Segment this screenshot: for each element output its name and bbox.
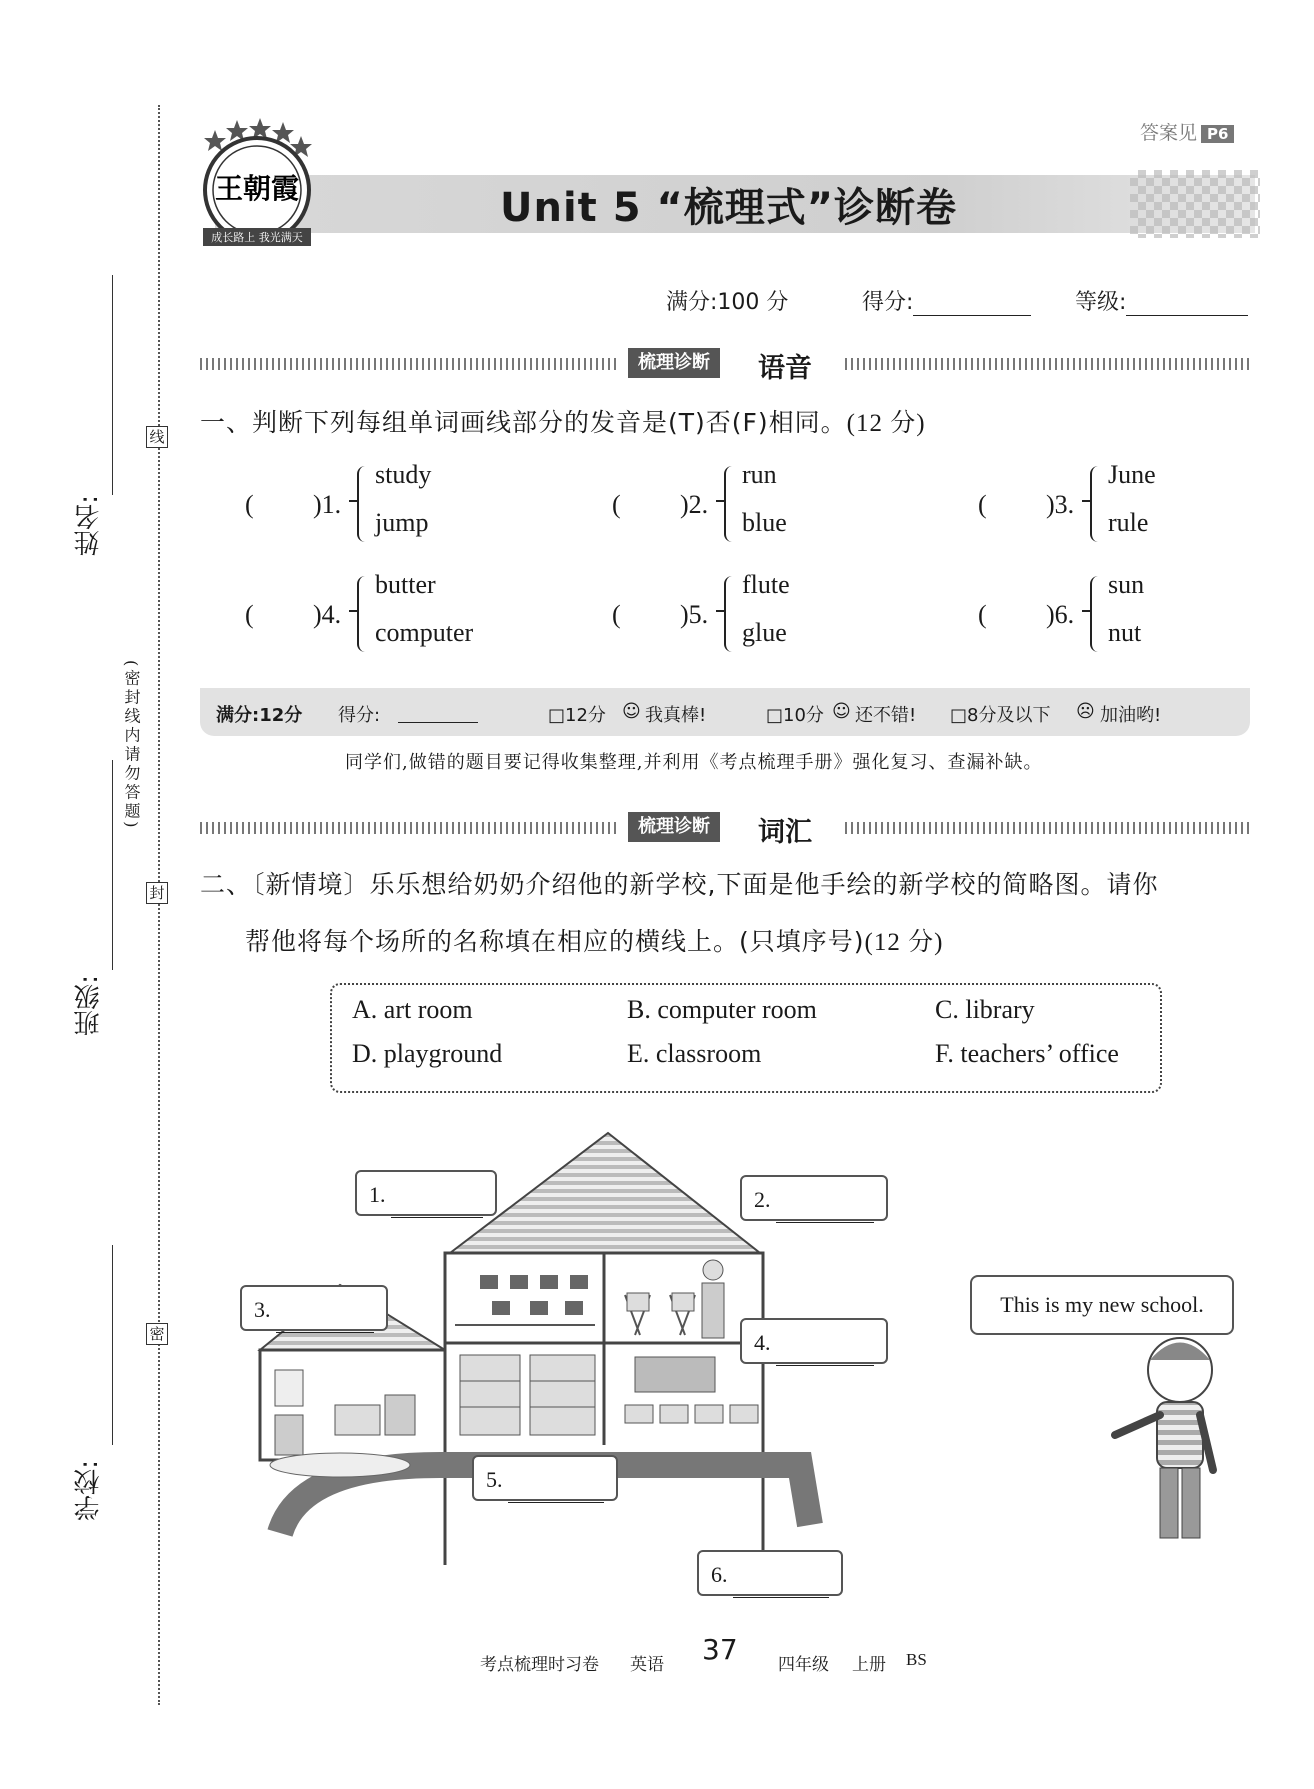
callout-1[interactable]: 1. xyxy=(355,1170,497,1216)
mark-mi: 密 xyxy=(146,1323,168,1345)
svg-text:王朝霞: 王朝霞 xyxy=(214,172,300,205)
callout-6[interactable]: 6. xyxy=(697,1550,843,1596)
name-label: 姓名: xyxy=(74,495,104,556)
callout-3[interactable]: 3. xyxy=(240,1285,388,1331)
school-label: 学校: xyxy=(74,1460,104,1521)
options-box xyxy=(330,983,1162,1093)
full-score: 满分:100 分 xyxy=(666,290,789,315)
option: D. playground xyxy=(352,1039,503,1068)
mark-feng: 封 xyxy=(146,882,168,904)
q2-heading-line2: 帮他将每个场所的名称填在相应的横线上。(只填序号)(12 分) xyxy=(245,927,944,956)
score-strip: 满分:12分 得分: □12分 ☺ 我真棒! □10分 ☺ 还不错! □8分及以下 ☹ 加油哟! xyxy=(200,688,1250,736)
score-field: 得分: xyxy=(862,285,1031,316)
footer-grade: 四年级 xyxy=(778,1655,829,1675)
footer-volume: 上册 xyxy=(852,1655,886,1675)
callout-2[interactable]: 2. xyxy=(740,1175,888,1221)
q1-item: ( )5. flute glue xyxy=(612,570,912,660)
binding-dotted-line xyxy=(158,105,160,1705)
name-rule xyxy=(112,275,113,495)
class-label: 班级: xyxy=(74,975,104,1036)
option: F. teachers’ office xyxy=(935,1039,1119,1068)
smile-icon: ☺ xyxy=(832,701,851,722)
page-title: Unit 5 “梳理式”诊断卷 xyxy=(500,185,958,231)
svg-text:成长路上 我光满天: 成长路上 我光满天 xyxy=(211,231,303,244)
section-phonics-bar xyxy=(200,348,1250,384)
smile-icon: ☺ xyxy=(622,701,641,722)
option: E. classroom xyxy=(627,1039,762,1068)
review-note: 同学们,做错的题目要记得收集整理,并利用《考点梳理手册》强化复习、查漏补缺。 xyxy=(345,752,1043,773)
section-name: 语音 xyxy=(758,353,812,384)
checker-pattern xyxy=(1130,170,1260,238)
q1-heading: 一、判断下列每组单词画线部分的发音是(T)否(F)相同。(12 分) xyxy=(200,408,926,437)
callout-4[interactable]: 4. xyxy=(740,1318,888,1364)
answer-reference: 答案见 P6 xyxy=(1140,118,1234,145)
q1-item: ( )2. run blue xyxy=(612,460,912,550)
grade-blank[interactable] xyxy=(1126,291,1248,316)
publisher-logo xyxy=(185,110,325,250)
section-tag: 梳理诊断 xyxy=(628,348,720,378)
page-number: 37 xyxy=(702,1633,738,1666)
option: B. computer room xyxy=(627,995,817,1024)
class-rule xyxy=(112,760,113,970)
q1-item: ( )6. sun nut xyxy=(978,570,1278,660)
q2-heading-line1: 二、〔新情境〕乐乐想给奶奶介绍他的新学校,下面是他手绘的新学校的简略图。请你 xyxy=(200,870,1159,899)
boy-illustration xyxy=(1105,1330,1235,1550)
footer-subject: 英语 xyxy=(630,1655,664,1675)
q1-item: ( )3. June rule xyxy=(978,460,1278,550)
q1-item: ( )4. butter computer xyxy=(245,570,545,660)
callout-5[interactable]: 5. xyxy=(472,1455,618,1501)
section-tag: 梳理诊断 xyxy=(628,812,720,842)
footer-edition: BS xyxy=(906,1650,927,1669)
mark-xian: 线 xyxy=(146,426,168,448)
footer-book: 考点梳理时习卷 xyxy=(480,1655,599,1675)
grade-field: 等级: xyxy=(1075,285,1248,316)
option: A. art room xyxy=(352,995,473,1024)
section-vocab-bar xyxy=(200,812,1250,848)
school-rule xyxy=(112,1245,113,1445)
speech-bubble: This is my new school. xyxy=(970,1275,1234,1335)
seal-note: (密封线内请勿答题) xyxy=(122,660,141,831)
section-name: 词汇 xyxy=(758,817,812,848)
option: C. library xyxy=(935,995,1035,1024)
sad-icon: ☹ xyxy=(1076,701,1095,722)
q1-item: ( )1. study jump xyxy=(245,460,545,550)
score-blank[interactable] xyxy=(913,291,1031,316)
